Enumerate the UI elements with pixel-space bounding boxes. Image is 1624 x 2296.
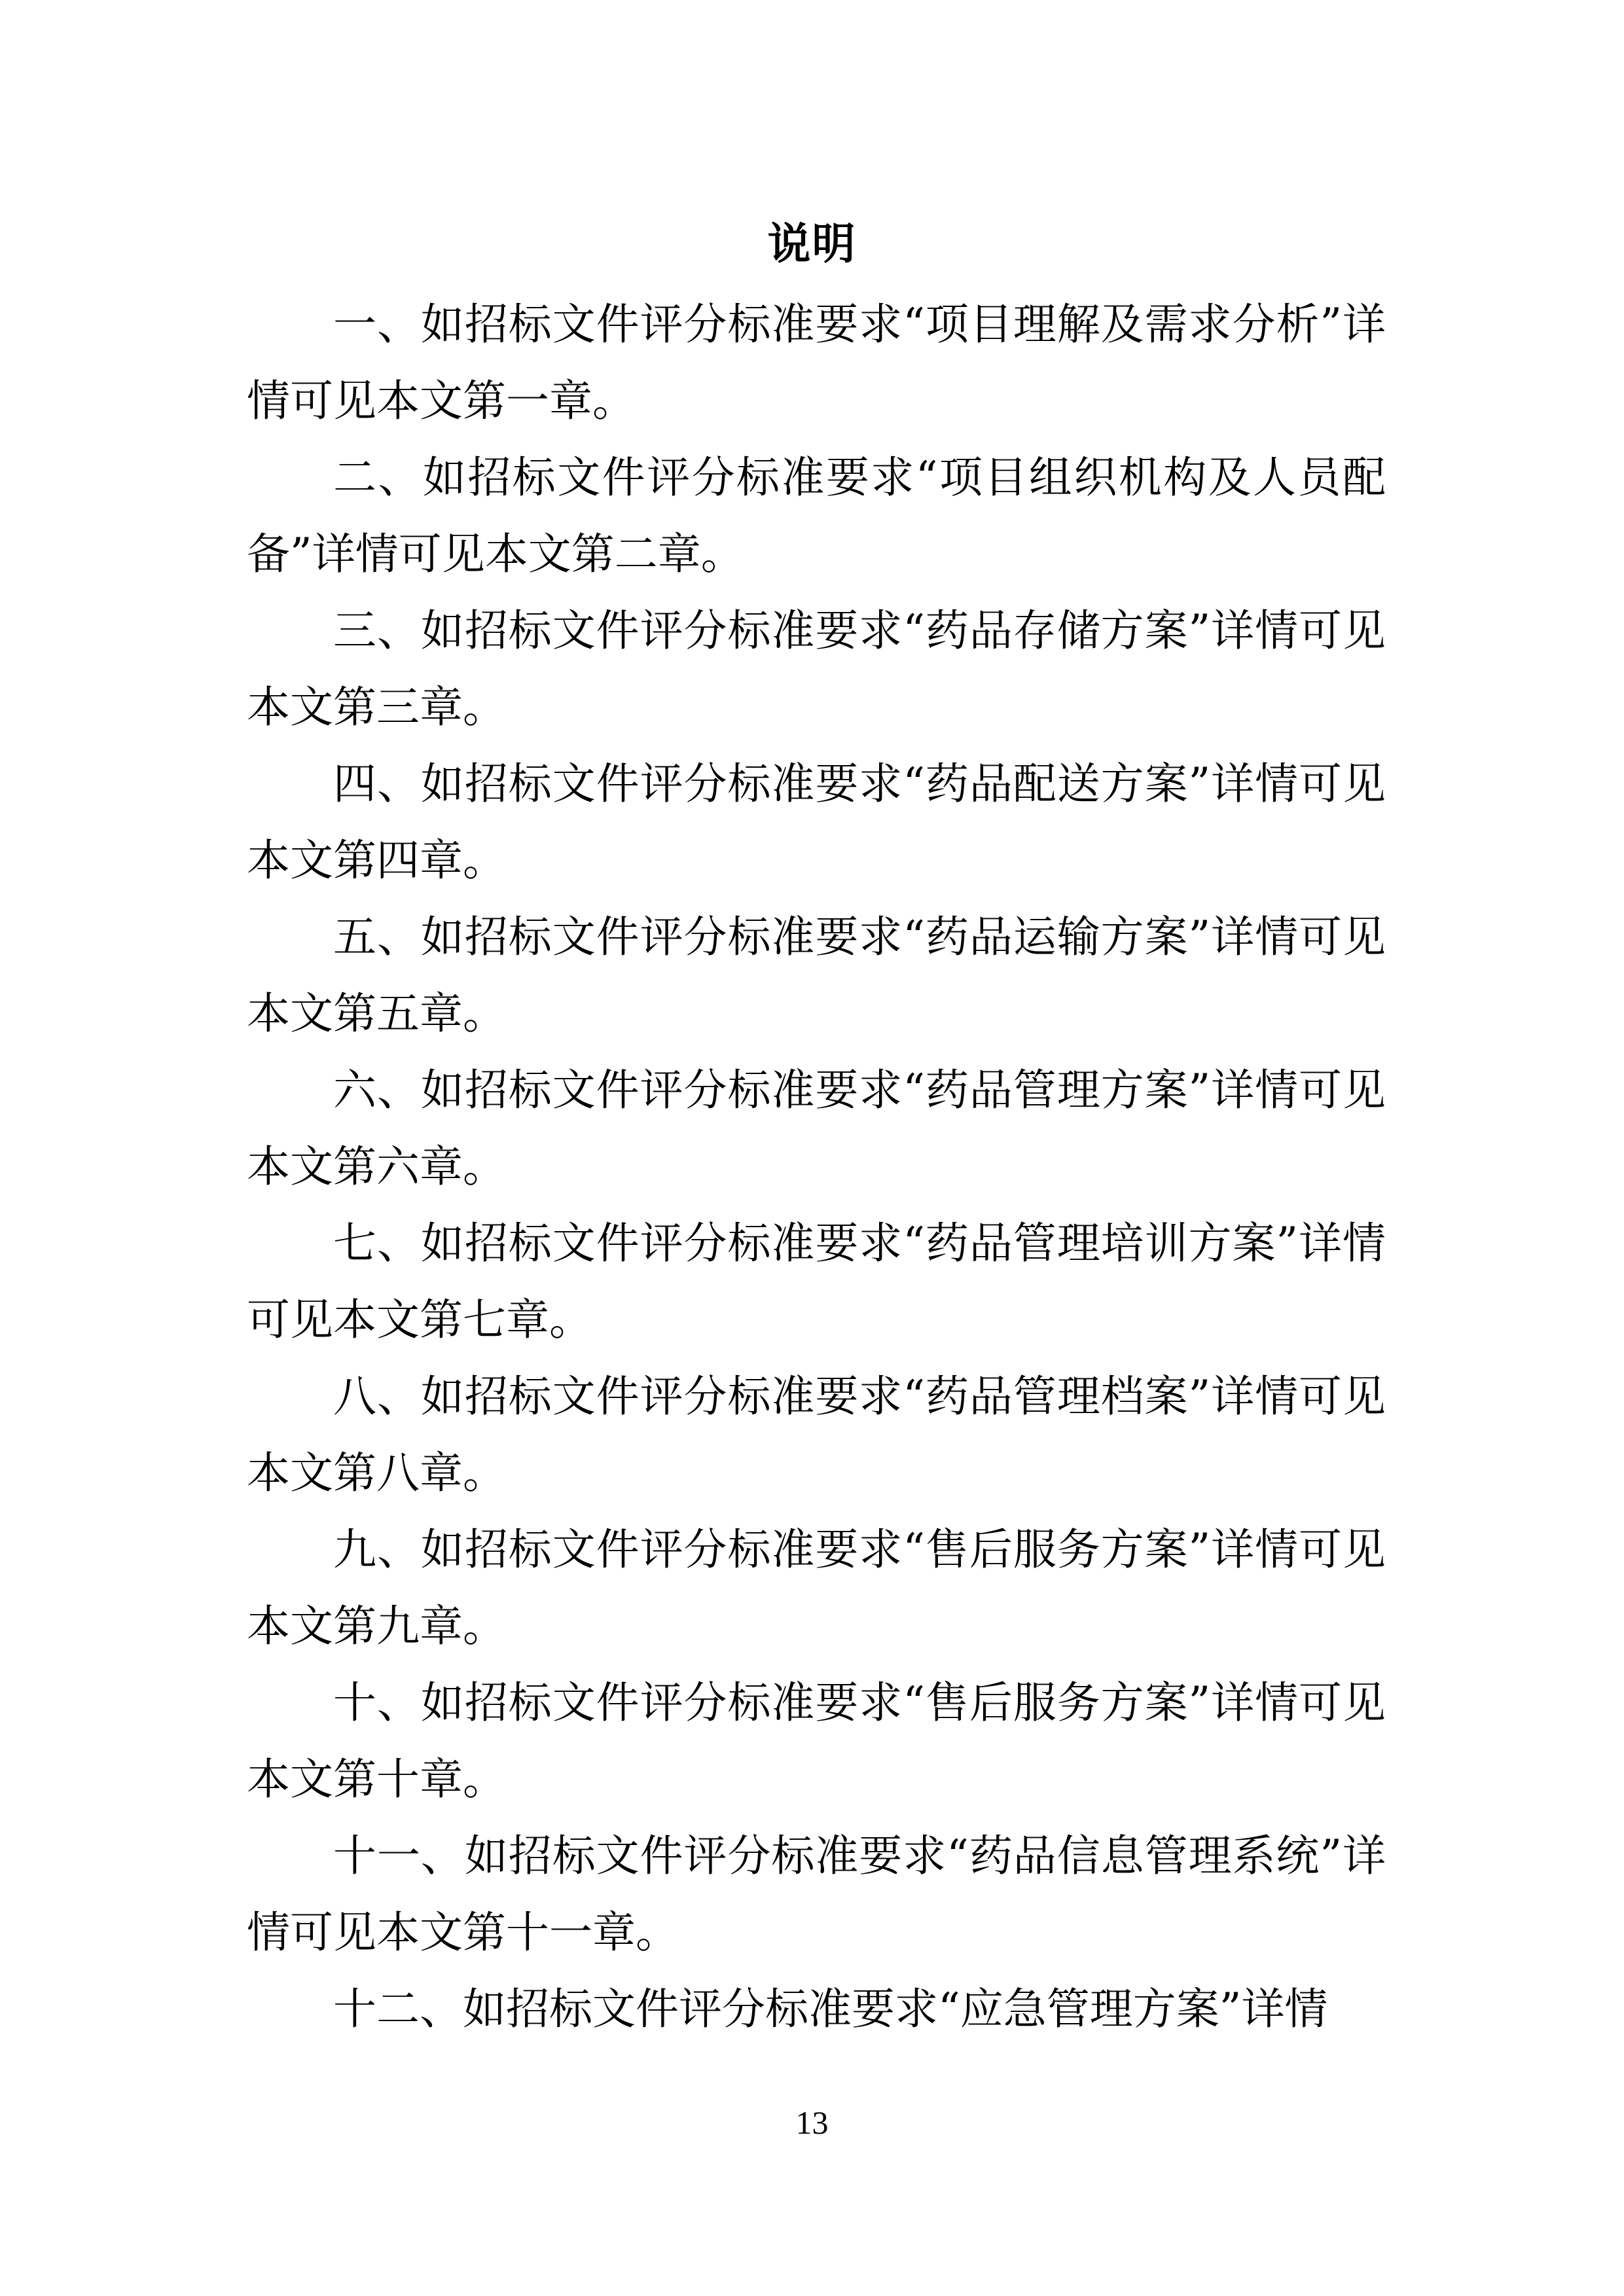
paragraph-10: 十、如招标文件评分标准要求“售后服务方案”详情可见本文第十章。 bbox=[247, 1677, 1386, 1804]
page-title: 说明 bbox=[767, 218, 857, 269]
paragraph-5: 五、如招标文件评分标准要求“药品运输方案”详情可见本文第五章。 bbox=[247, 912, 1386, 1039]
paragraph-11: 十一、如招标文件评分标准要求“药品信息管理系统”详情可见本文第十一章。 bbox=[247, 1831, 1386, 1958]
paragraph-12: 十二、如招标文件评分标准要求“应急管理方案”详情 bbox=[333, 1984, 1328, 2034]
page-number: 13 bbox=[795, 2104, 829, 2141]
paragraph-9: 九、如招标文件评分标准要求“售后服务方案”详情可见本文第九章。 bbox=[247, 1524, 1386, 1651]
paragraph-6: 六、如招标文件评分标准要求“药品管理方案”详情可见本文第六章。 bbox=[247, 1065, 1386, 1192]
paragraph-4: 四、如招标文件评分标准要求“药品配送方案”详情可见本文第四章。 bbox=[247, 759, 1386, 886]
paragraph-3: 三、如招标文件评分标准要求“药品存储方案”详情可见本文第三章。 bbox=[247, 605, 1386, 732]
paragraph-1: 一、如招标文件评分标准要求“项目理解及需求分析”详情可见本文第一章。 bbox=[247, 299, 1386, 426]
paragraph-2: 二、如招标文件评分标准要求“项目组织机构及人员配备”详情可见本文第二章。 bbox=[247, 452, 1386, 579]
body-text bbox=[247, 286, 1386, 2047]
paragraph-7: 七、如招标文件评分标准要求“药品管理培训方案”详情可见本文第七章。 bbox=[247, 1218, 1386, 1345]
paragraph-8: 八、如招标文件评分标准要求“药品管理档案”详情可见本文第八章。 bbox=[247, 1371, 1386, 1498]
